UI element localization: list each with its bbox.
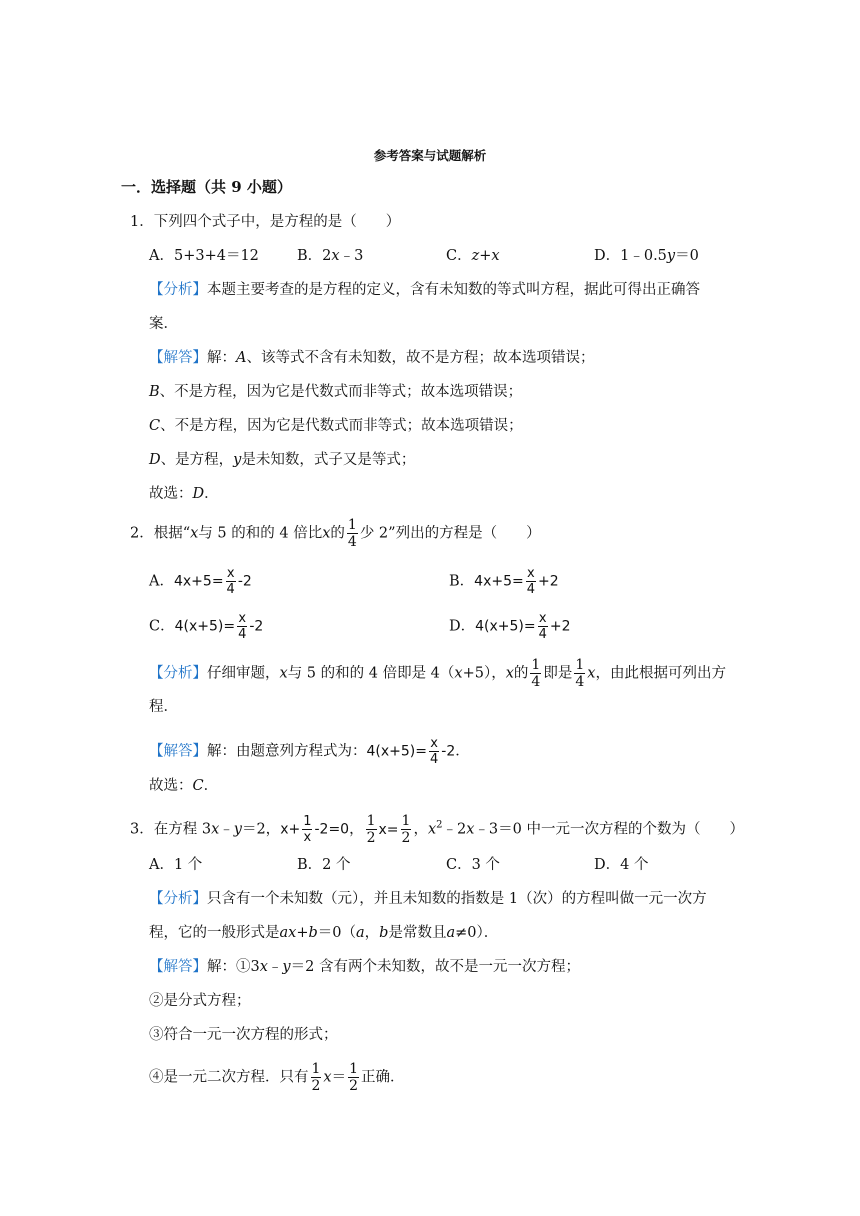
q1-answer: 【解答】解：A、该等式不含有未知数，故不是方程；故本选项错误； bbox=[149, 350, 595, 366]
fraction: $\frac{1}{4}$ bbox=[347, 517, 357, 550]
analysis-tag: 【分析】 bbox=[149, 282, 207, 298]
q1-analysis: 【分析】本题主要考查的是方程的定义，含有未知数的等式叫方程，据此可得出正确答 bbox=[149, 282, 700, 298]
answer-tag: 【解答】 bbox=[149, 959, 207, 975]
equation: 4(x+5)= $\frac{x}{4}$ -2 bbox=[174, 611, 264, 642]
q3-analysis-cont: 程，它的一般形式是ax+b＝0（a，b是常数且a≠0）． bbox=[149, 925, 499, 941]
q1-analysis-cont: 案． bbox=[149, 316, 178, 332]
q3-option-d: D．4 个 bbox=[594, 857, 649, 873]
q3-option-a: A．1 个 bbox=[149, 857, 203, 873]
q1-answer-c: C、不是方程，因为它是代数式而非等式；故本选项错误； bbox=[149, 418, 523, 434]
answer-tag: 【解答】 bbox=[149, 743, 207, 760]
q3-answer: 【解答】解：①3x﹣y＝2 含有两个未知数，故不是一元一次方程； bbox=[149, 959, 580, 975]
equation: 4(x+5)= $\frac{x}{4}$ +2 bbox=[475, 611, 571, 642]
q2-option-b: B．4x+5= $\frac{x}{4}$ +2 bbox=[449, 566, 559, 597]
answer-tag: 【解答】 bbox=[149, 350, 207, 366]
q3-answer-line2: ②是分式方程； bbox=[149, 993, 251, 1009]
q2-stem: 2．根据“x与 5 的和的 4 倍比x的 $\frac{1}{4}$ 少 2”列出的方程是（ ） bbox=[130, 517, 541, 550]
q1-choice: 故选：D． bbox=[149, 486, 219, 502]
q1-stem: 1．下列四个式子中，是方程的是（ ） bbox=[130, 214, 401, 230]
q1-option-c: C．z+x bbox=[446, 248, 500, 264]
q2-choice: 故选：C． bbox=[149, 778, 219, 794]
q1-option-a: A．5+3+4＝12 bbox=[149, 248, 259, 264]
q3-option-b: B．2 个 bbox=[297, 857, 351, 873]
q2-option-d: D．4(x+5)= $\frac{x}{4}$ +2 bbox=[449, 611, 571, 642]
q1-option-d: D．1﹣0.5y＝0 bbox=[594, 248, 699, 264]
equation: x+ $\frac{1}{x}$ -2=0 bbox=[280, 814, 350, 845]
equation: 4x+5= $\frac{x}{4}$ +2 bbox=[474, 566, 559, 597]
analysis-tag: 【分析】 bbox=[149, 665, 207, 682]
analysis-tag: 【分析】 bbox=[149, 891, 207, 907]
q1-answer-b: B、不是方程，因为它是代数式而非等式；故本选项错误； bbox=[149, 384, 523, 400]
q3-answer-line3: ③符合一元一次方程的形式； bbox=[149, 1027, 338, 1043]
page-title: 参考答案与试题解析 bbox=[373, 148, 487, 163]
equation: 4x+5= $\frac{x}{4}$ -2 bbox=[173, 566, 252, 597]
q3-answer-line4: ④是一元二次方程．只有 $\frac{1}{2}$ x＝ $\frac{1}{2}$ 正确． bbox=[149, 1061, 405, 1094]
q2-answer: 【解答】解：由题意列方程式为：4(x+5)= $\frac{x}{4}$ -2． bbox=[149, 736, 470, 767]
q2-option-a: A．4x+5= $\frac{x}{4}$ -2 bbox=[149, 566, 252, 597]
q2-analysis-cont: 程． bbox=[149, 699, 178, 715]
q2-option-c: C．4(x+5)= $\frac{x}{4}$ -2 bbox=[149, 611, 264, 642]
section-heading: 一．选择题（共 9 小题） bbox=[121, 178, 292, 196]
q2-analysis: 【分析】仔细审题，x与 5 的和的 4 倍即是 4（x+5），x的 $\frac{1}{4}$ 即是 $\frac{1}{4}$ x，由此根据可列出方 bbox=[149, 657, 726, 690]
q1-answer-d: D、是方程，y是未知数，式子又是等式； bbox=[149, 452, 416, 468]
q3-option-c: C．3 个 bbox=[446, 857, 500, 873]
q1-option-b: B．2x﹣3 bbox=[297, 248, 364, 264]
q3-analysis: 【分析】只含有一个未知数（元），并且未知数的指数是 1（次）的方程叫做一元一次方 bbox=[149, 891, 707, 907]
equation: 4(x+5)= $\frac{x}{4}$ -2 bbox=[366, 736, 456, 767]
q3-stem: 3．在方程 3x﹣y＝2，x+ $\frac{1}{x}$ -2=0， $\frac{1}{2}$ x= $\frac{1}{2}$ ，$x^2﹣2x﹣3=0$ 中一元一次方程的个数为（ ） bbox=[130, 813, 744, 846]
